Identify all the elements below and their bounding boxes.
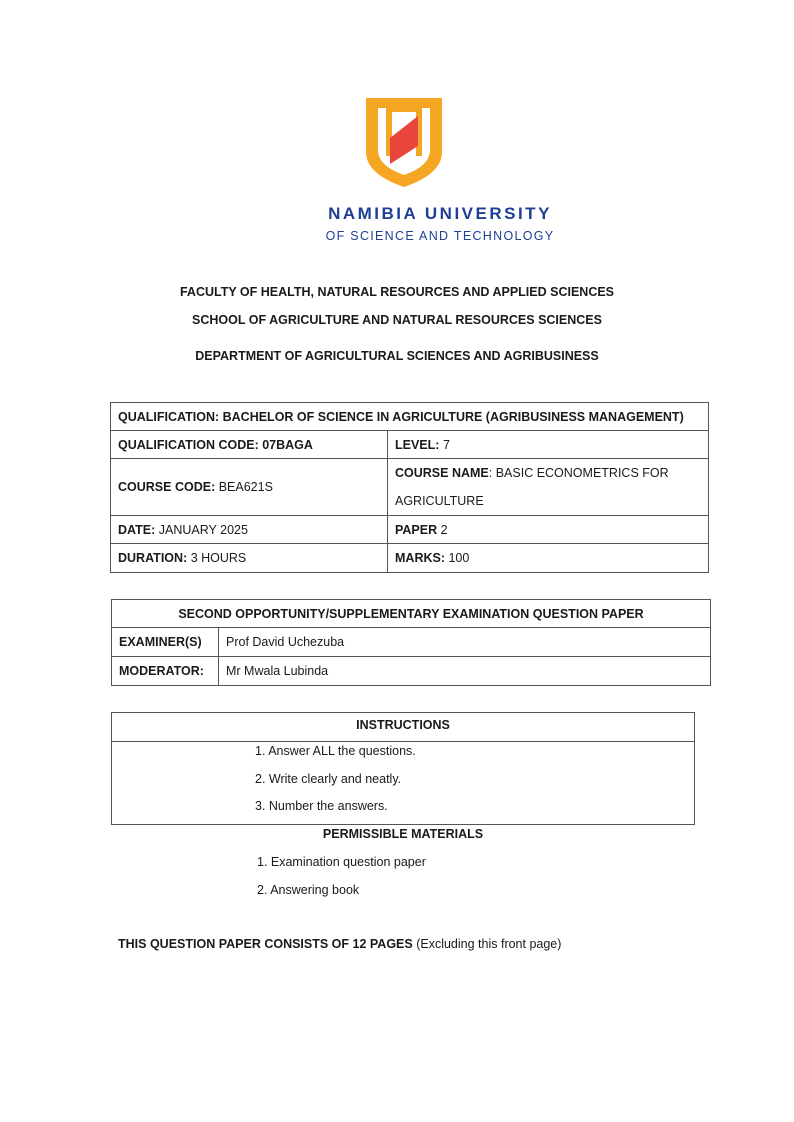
examiner-name: Prof David Uchezuba (219, 628, 711, 657)
instruction-item: 3. Number the answers. (255, 799, 388, 813)
instruction-item: 2. Write clearly and neatly. (255, 772, 402, 786)
examiners-table (111, 599, 711, 686)
department-heading: DEPARTMENT OF AGRICULTURAL SCIENCES AND AGRIBUSINESS (195, 349, 599, 363)
marks-cell: MARKS: 100 (388, 544, 709, 573)
school-heading: SCHOOL OF AGRICULTURE AND NATURAL RESOURCES SCIENCES (192, 313, 602, 327)
instruction-item: 1. Answer ALL the questions. (255, 744, 416, 758)
page-count-note: THIS QUESTION PAPER CONSISTS OF 12 PAGES (Excluding this front page) (118, 937, 562, 951)
qualification-cell: QUALIFICATION: BACHELOR OF SCIENCE IN AGRICULTURE (AGRIBUSINESS MANAGEMENT) (111, 403, 709, 431)
date-cell: DATE: JANUARY 2025 (111, 516, 388, 544)
paper-cell: PAPER 2 (388, 516, 709, 544)
material-item: 1. Examination question paper (257, 855, 426, 869)
university-name: NAMIBIA UNIVERSITY (328, 204, 552, 223)
material-item: 2. Answering book (257, 883, 360, 897)
course-name-cell: COURSE NAME: BASIC ECONOMETRICS FOR AGRICULTURE (388, 459, 709, 516)
duration-cell: DURATION: 3 HOURS (111, 544, 388, 573)
university-subtitle: OF SCIENCE AND TECHNOLOGY (325, 229, 555, 243)
qualification-code-cell: QUALIFICATION CODE: 07BAGA (111, 431, 388, 459)
university-shield-logo (360, 94, 448, 190)
course-info-table (110, 402, 709, 573)
examiner-label: EXAMINER(S) (112, 628, 219, 657)
instructions-title: INSTRUCTIONS (112, 713, 694, 742)
moderator-label: MODERATOR: (112, 657, 219, 686)
moderator-name: Mr Mwala Lubinda (219, 657, 711, 686)
faculty-heading: FACULTY OF HEALTH, NATURAL RESOURCES AND APPLIED SCIENCES (179, 285, 615, 299)
course-code-cell: COURSE CODE: BEA621S (111, 459, 388, 516)
level-cell: LEVEL: 7 (388, 431, 709, 459)
materials-title: PERMISSIBLE MATERIALS (322, 827, 484, 841)
instructions-box (111, 712, 695, 825)
exam-title-cell: SECOND OPPORTUNITY/SUPPLEMENTARY EXAMINATION QUESTION PAPER (112, 600, 711, 628)
